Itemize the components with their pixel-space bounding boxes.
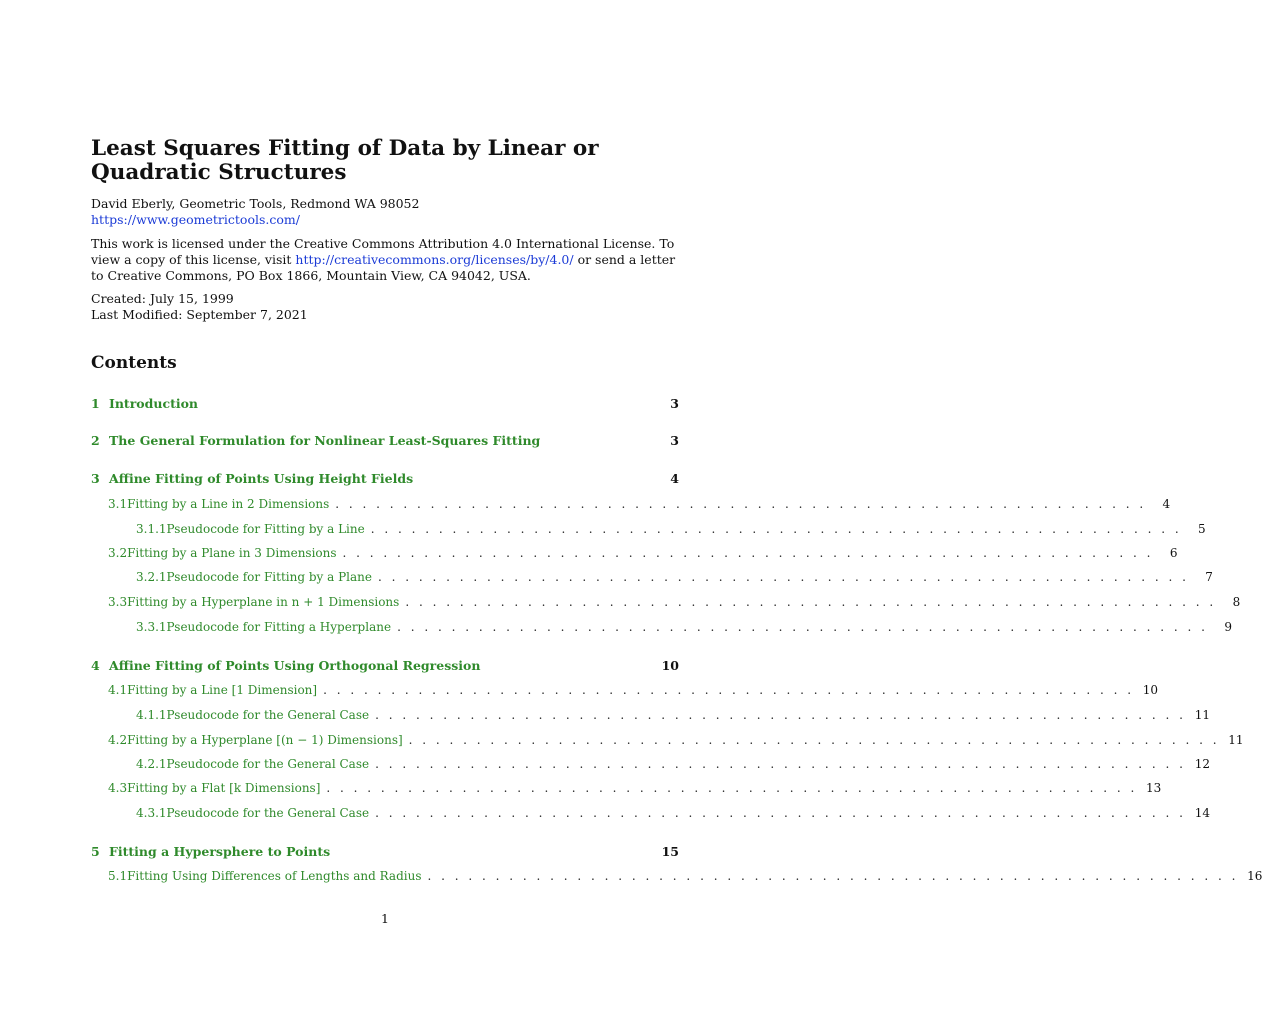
toc-entry-title[interactable]: The General Formulation for Nonlinear Least-Squares Fitting	[109, 433, 541, 448]
toc-entry-number: 4	[91, 658, 100, 673]
toc-entry-number: 4.3	[108, 781, 128, 795]
toc-leader-dots: . . . . . . . . . . . . . . . . . . . . . . . . . . . . . . . . . . . . . . . . . . . . . . . . . . . . . . . . . . . .	[326, 781, 1138, 795]
toc-entry-title[interactable]: Affine Fitting of Points Using Orthogonal Regression	[109, 658, 481, 673]
toc-entry-title[interactable]: Pseudocode for Fitting by a Line	[166, 522, 365, 536]
toc-leader-dots: . . . . . . . . . . . . . . . . . . . . . . . . . . . . . . . . . . . . . . . . . . . . . . . . . . . . . . . . . . . .	[370, 522, 1182, 536]
toc-entry[interactable]	[91, 595, 1241, 613]
toc-entry[interactable]	[91, 620, 1232, 638]
toc-entry-number: 4.2	[108, 733, 128, 747]
toc-leader-dots: . . . . . . . . . . . . . . . . . . . . . . . . . . . . . . . . . . . . . . . . . . . . . . . . . . . . . . . . . . . .	[405, 595, 1217, 609]
toc-entry[interactable]	[91, 781, 1162, 799]
toc-entry-title[interactable]: Pseudocode for Fitting a Hyperplane	[166, 620, 392, 634]
toc-entry-page: 11	[1194, 708, 1210, 722]
toc-entry[interactable]	[91, 708, 1210, 726]
toc-entry-page: 5	[1198, 522, 1206, 536]
toc-entry-title[interactable]: Fitting Using Differences of Lengths and Radius	[127, 869, 422, 883]
toc-leader-dots: . . . . . . . . . . . . . . . . . . . . . . . . . . . . . . . . . . . . . . . . . . . . . . . . . . . . . . . . . . . .	[342, 546, 1154, 560]
toc-entry-title[interactable]: Pseudocode for Fitting by a Plane	[166, 570, 372, 584]
toc-entry-title[interactable]: Fitting a Hypersphere to Points	[109, 844, 331, 859]
toc-leader-dots: . . . . . . . . . . . . . . . . . . . . . . . . . . . . . . . . . . . . . . . . . . . . . . . . . . . . . . . . . . . .	[408, 733, 1220, 747]
license-text-before: This work is licensed under the Creative Commons Attribution 4.0 International License. To view a copy of this license, visit	[91, 236, 675, 267]
author-url-link[interactable]: https://www.geometrictools.com/	[91, 212, 300, 227]
toc-entry-number: 5	[91, 844, 100, 859]
toc-entry-title[interactable]: Fitting by a Flat [k Dimensions]	[127, 781, 321, 795]
toc-entry-page: 15	[661, 844, 679, 859]
author-line: David Eberly, Geometric Tools, Redmond WA 98052	[91, 196, 420, 211]
toc-entry-page: 4	[670, 471, 679, 486]
toc-entry-title[interactable]: Pseudocode for the General Case	[166, 708, 370, 722]
toc-entry-page: 6	[1169, 546, 1178, 560]
toc-entry-title[interactable]: Pseudocode for the General Case	[166, 757, 370, 771]
toc-entry-title[interactable]: Fitting by a Line in 2 Dimensions	[127, 497, 330, 511]
modified-date: Last Modified: September 7, 2021	[91, 307, 308, 322]
toc-leader-dots: . . . . . . . . . . . . . . . . . . . . . . . . . . . . . . . . . . . . . . . . . . . . . . . . . . . . . . . . . . . .	[375, 708, 1186, 722]
document-title: Least Squares Fitting of Data by Linear or Quadratic Structures	[91, 136, 599, 185]
toc-entry-number: 3	[91, 471, 100, 486]
created-date: Created: July 15, 1999	[91, 291, 234, 306]
toc-entry-number: 3.1	[108, 497, 128, 511]
contents-heading: Contents	[91, 353, 177, 373]
toc-entry-page: 3	[670, 396, 679, 411]
toc-entry-page: 11	[1228, 733, 1244, 747]
toc-entry[interactable]	[91, 471, 679, 489]
toc-entry-title[interactable]: Fitting by a Hyperplane [(n − 1) Dimensions]	[127, 733, 403, 747]
toc-leader-dots: . . . . . . . . . . . . . . . . . . . . . . . . . . . . . . . . . . . . . . . . . . . . . . . . . . . . . . . . . . . .	[375, 806, 1186, 820]
toc-entry-page: 10	[1142, 683, 1159, 697]
toc-entry-title[interactable]: Fitting by a Line [1 Dimension]	[127, 683, 318, 697]
toc-entry[interactable]	[91, 869, 1262, 887]
toc-entry-page: 8	[1232, 595, 1241, 609]
toc-entry[interactable]	[91, 683, 1159, 701]
toc-entry[interactable]	[91, 546, 1178, 564]
toc-entry[interactable]	[91, 757, 1210, 775]
toc-entry[interactable]	[91, 433, 679, 451]
license-text-after: or send a letter to Creative Commons, PO Box 1866, Mountain View, CA 94042, USA.	[91, 252, 676, 283]
toc-entry[interactable]	[91, 396, 679, 414]
toc-entry-number: 4.1	[108, 683, 128, 697]
toc-entry-number: 3.1.1	[136, 522, 167, 536]
page-number: 1	[381, 911, 389, 926]
toc-leader-dots: . . . . . . . . . . . . . . . . . . . . . . . . . . . . . . . . . . . . . . . . . . . . . . . . . . . . . . . . . . . .	[377, 570, 1189, 584]
toc-entry-title[interactable]: Fitting by a Plane in 3 Dimensions	[127, 546, 337, 560]
toc-entry-page: 12	[1194, 757, 1210, 771]
toc-entry-number: 4.2.1	[136, 757, 167, 771]
toc-entry-number: 3.3.1	[136, 620, 167, 634]
toc-entry-title[interactable]: Affine Fitting of Points Using Height Fields	[109, 471, 414, 486]
toc-entry[interactable]	[91, 497, 1171, 515]
toc-entry[interactable]	[91, 844, 679, 862]
toc-entry[interactable]	[91, 733, 1244, 751]
toc-entry-page: 10	[661, 658, 679, 673]
toc-entry[interactable]	[91, 522, 1206, 540]
document-page	[91, 0, 1262, 1024]
author-block	[91, 196, 679, 228]
toc-entry-number: 1	[91, 396, 100, 411]
toc-entry[interactable]	[91, 658, 679, 676]
toc-entry-page: 3	[670, 433, 679, 448]
toc-entry-number: 4.1.1	[136, 708, 167, 722]
toc-entry[interactable]	[91, 806, 1210, 824]
toc-entry-number: 3.2	[108, 546, 128, 560]
toc-entry-page: 9	[1224, 620, 1232, 634]
toc-leader-dots: . . . . . . . . . . . . . . . . . . . . . . . . . . . . . . . . . . . . . . . . . . . . . . . . . . . . . . . . . . . .	[335, 497, 1147, 511]
toc-entry-number: 3.3	[108, 595, 128, 609]
toc-entry-page: 14	[1194, 806, 1210, 820]
license-paragraph	[91, 236, 679, 284]
toc-entry-title[interactable]: Pseudocode for the General Case	[166, 806, 370, 820]
license-url-link[interactable]: http://creativecommons.org/licenses/by/4.0/	[295, 252, 574, 267]
toc-leader-dots: . . . . . . . . . . . . . . . . . . . . . . . . . . . . . . . . . . . . . . . . . . . . . . . . . . . . . . . . . . . .	[397, 620, 1208, 634]
license-block	[91, 236, 679, 284]
toc-entry-title[interactable]: Introduction	[109, 396, 199, 411]
toc-entry-number: 2	[91, 433, 100, 448]
toc-entry-page: 13	[1146, 781, 1162, 795]
toc-leader-dots: . . . . . . . . . . . . . . . . . . . . . . . . . . . . . . . . . . . . . . . . . . . . . . . . . . . . . . . . . . . .	[375, 757, 1186, 771]
toc-entry-page: 4	[1162, 497, 1171, 511]
toc-entry-page: 16	[1247, 869, 1262, 883]
toc-leader-dots: . . . . . . . . . . . . . . . . . . . . . . . . . . . . . . . . . . . . . . . . . . . . . . . . . . . . . . . . . . . .	[427, 869, 1239, 883]
toc-entry-number: 3.2.1	[136, 570, 167, 584]
toc-entry[interactable]	[91, 570, 1213, 588]
toc-entry-title[interactable]: Fitting by a Hyperplane in n + 1 Dimensions	[127, 595, 400, 609]
dates-block	[91, 291, 679, 323]
toc-entry-number: 5.1	[108, 869, 128, 883]
toc-entry-number: 4.3.1	[136, 806, 167, 820]
toc-leader-dots: . . . . . . . . . . . . . . . . . . . . . . . . . . . . . . . . . . . . . . . . . . . . . . . . . . . . . . . . . . . .	[323, 683, 1135, 697]
toc-entry-page: 7	[1205, 570, 1213, 584]
